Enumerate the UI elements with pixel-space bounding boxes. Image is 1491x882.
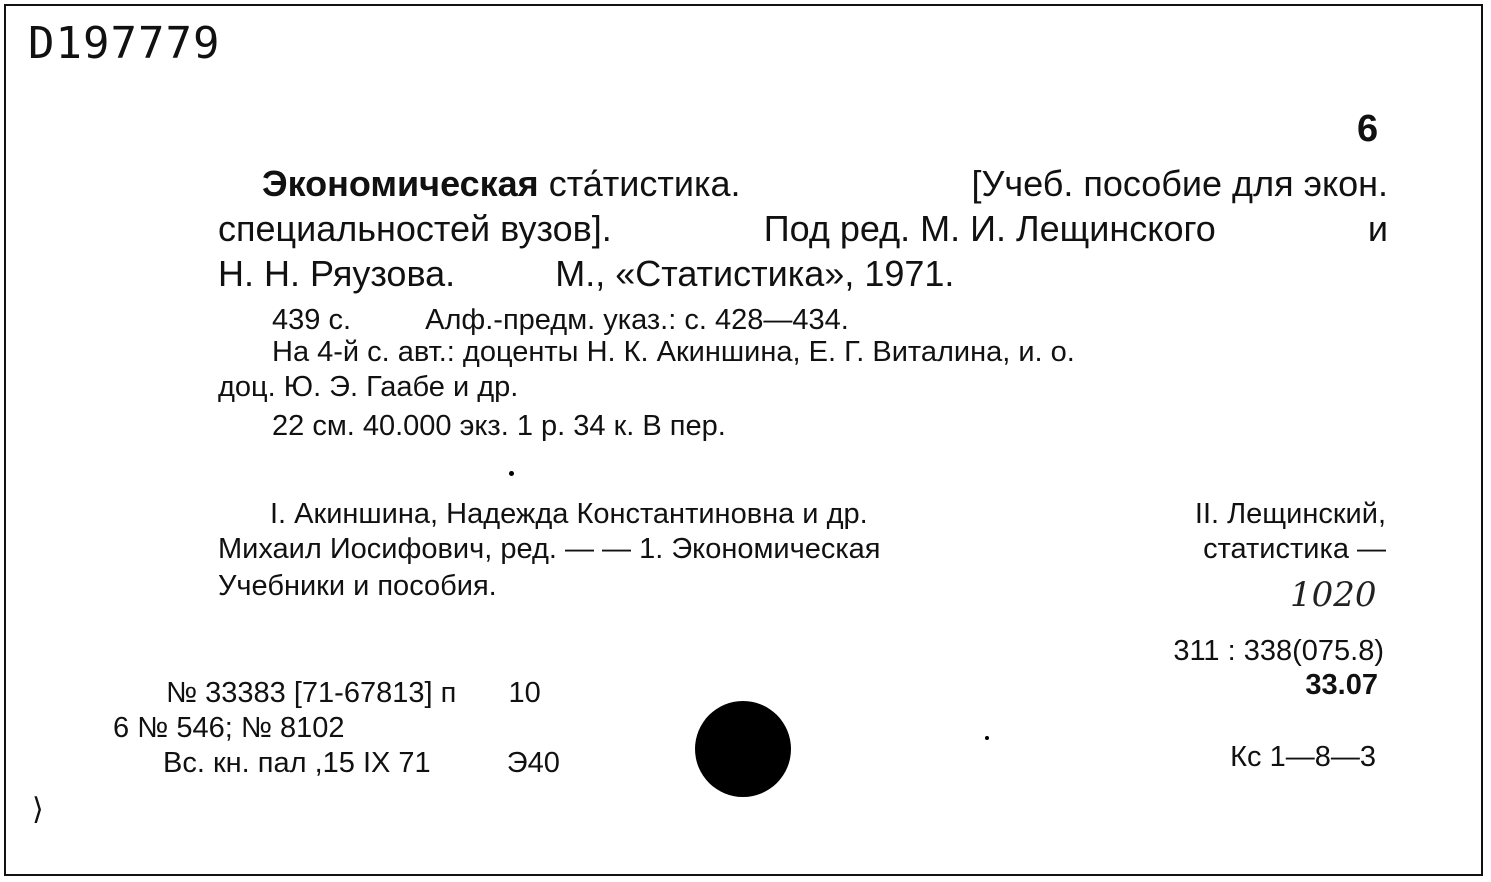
title-rest: ста́тистика. xyxy=(538,163,741,204)
inventory-number: D197779 xyxy=(28,18,221,69)
authors-line-1: На 4-й с. авт.: доценты Н. К. Акиншина, Е. Г. Виталина, и. о. xyxy=(272,336,1075,368)
tracings-line-1 xyxy=(270,500,1386,529)
description-line-1-right: [Учеб. пособие для экон. xyxy=(971,163,1388,204)
pages: 439 с. xyxy=(272,304,351,336)
tracings-line-2 xyxy=(218,535,1386,564)
size-line: 22 см. 40.000 экз. 1 р. 34 к. В пер. xyxy=(272,410,726,442)
description-line-3 xyxy=(218,253,955,294)
index-note: Алф.-предм. указ.: с. 428—434. xyxy=(425,304,849,336)
card-number: 6 xyxy=(1357,108,1379,150)
title-bold: Экономическая xyxy=(262,163,539,204)
description-line-3-b: М., «Статистика», 1971. xyxy=(555,253,955,294)
tracings-line-2-b: статистика — xyxy=(1203,533,1386,565)
description-line-2 xyxy=(218,208,1388,249)
tracings-line-1-a: I. Акиншина, Надежда Константиновна и др. xyxy=(270,498,868,530)
order-line xyxy=(166,679,541,708)
authors-line-2: доц. Ю. Э. Гаабе и др. xyxy=(218,371,519,403)
ink-speck xyxy=(985,736,989,740)
tracings-line-1-b: II. Лещинский, xyxy=(1194,498,1386,530)
description-line-1 xyxy=(262,163,1388,204)
order-count: 10 xyxy=(508,677,541,709)
footer-line-3 xyxy=(163,749,560,778)
bbk-index: 33.07 xyxy=(1305,669,1378,701)
pages-line xyxy=(272,306,849,335)
description-line-2-mid: Под ред. М. И. Лещинского xyxy=(763,208,1216,249)
tracings-line-2-a: Михаил Иосифович, ред. — — 1. Экономическая xyxy=(218,533,881,565)
description-line-2-right: и xyxy=(1367,208,1388,249)
author-mark: Кс 1—8—3 xyxy=(1230,741,1376,773)
description-line-2-left: специальностей вузов]. xyxy=(218,208,612,249)
footer-line-2: 6 № 546; № 8102 xyxy=(113,712,345,744)
handwritten-note: 1020 xyxy=(1290,575,1377,615)
chamber-date: Вс. кн. пал ,15 IX 71 xyxy=(163,747,431,779)
punch-hole xyxy=(695,701,791,797)
print-code: Э40 xyxy=(506,747,560,779)
margin-mark: ⟩ xyxy=(32,792,44,827)
order-number: № 33383 [71-67813] п xyxy=(166,677,457,709)
udc-index: 311 : 338(075.8) xyxy=(1173,635,1384,667)
description-line-3-a: Н. Н. Ряузова. xyxy=(218,253,456,294)
ink-speck xyxy=(509,471,514,476)
tracings-line-3: Учебники и пособия. xyxy=(218,570,497,602)
